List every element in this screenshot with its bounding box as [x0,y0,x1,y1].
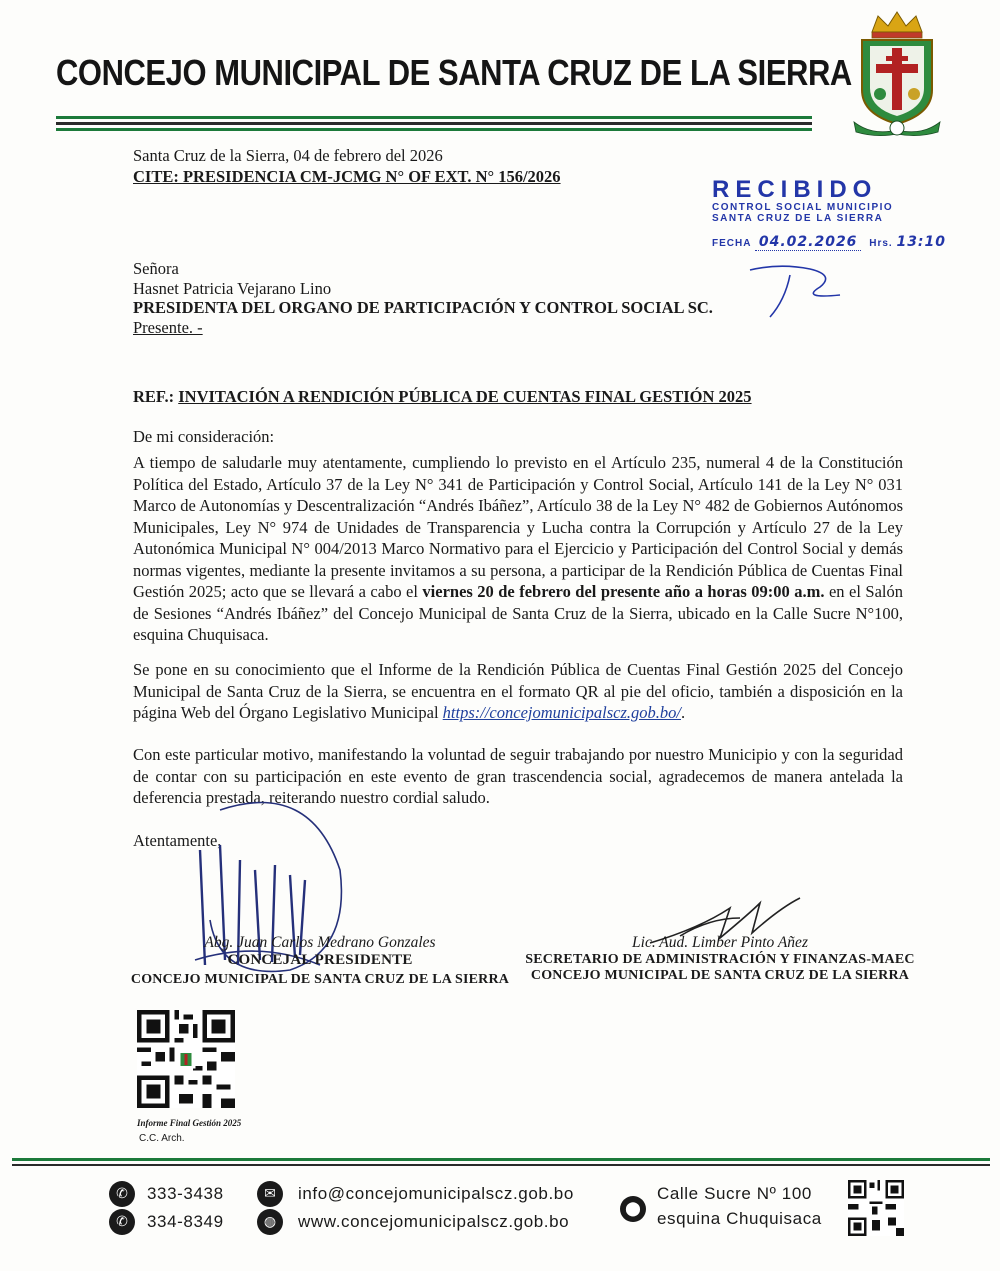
organization-title: CONCEJO MUNICIPAL DE SANTA CRUZ DE LA SIERRA [56,52,852,93]
place-date: Santa Cruz de la Sierra, 04 de febrero del 2026 [133,146,443,165]
footer-phone-2[interactable]: 334-8349 [147,1212,224,1231]
stamp-hora-label: Hrs. [869,238,893,249]
footer-rule-green [12,1158,990,1161]
footer-email[interactable]: info@concejomunicipalscz.gob.bo [298,1184,574,1203]
p1-event-datetime: viernes 20 de febrero del presente año a horas 09:00 a.m. [422,582,825,601]
paragraph-1 [133,452,903,646]
p1-text-b: en el Salón de Sesiones “Andrés Ibáñez” del Concejo Municipal de Santa Cruz de la Sierra, ubicado en la Calle Sucre N°100, esquina Chuquisaca. [133,582,903,644]
qr-caption: Informe Final Gestión 2025 [137,1118,242,1128]
footer-address-2: esquina Chuquisaca [657,1209,822,1228]
header-rule-green [56,116,812,119]
p2-text: Se pone en su conocimiento que el Informe de la Rendición Pública de Cuentas Final Gestión 2025 del Concejo Municipal de Santa Cruz de la Sierra, se encuentra en el formato QR al pie del oficio, también a disposición en la página Web del Órgano Legislativo Municipal [133,660,903,722]
header-rule-dark [56,122,812,125]
email-icon: ✉ [257,1181,283,1207]
recipient-title: PRESIDENTA DEL ORGANO DE PARTICIPACIÓN Y CONTROL SOCIAL SC. [133,298,713,317]
website-link[interactable]: https://concejomunicipalscz.gob.bo/ [442,703,681,722]
paragraph-2 [133,659,903,724]
recipient-salutation: Señora [133,259,179,278]
stamp-signature-scribble [740,255,860,325]
stamp-date-row [712,234,962,250]
footer-phone-1[interactable]: 333-3438 [147,1184,224,1203]
stamp-title: RECIBIDO [712,176,878,203]
received-stamp [712,178,962,250]
closing: Atentamente, [133,831,222,850]
footer-address-1: Calle Sucre Nº 100 [657,1184,812,1203]
phone-icon: ✆ [109,1181,135,1207]
stamp-fecha-label: FECHA [712,238,752,249]
location-icon: ⬤ [620,1196,646,1222]
recipient-presente: Presente. - [133,318,203,337]
signature-block-secretary [525,934,915,984]
p1-text-a: A tiempo de saludarle muy atentamente, cumpliendo lo previsto en el Artículo 235, numeral 4 de la Constitución Política del Estado, Artículo 37 de la Ley N° 341 de Participación y Control Social, Artículo 141 de la Ley N° 031 Marco de Autonomías y Descentralización “Andrés Ibáñez”, Artículo 38 de la Ley N° 482 de Gobiernos Autónomos Municipales, Ley N° 974 de Unidades de Transparencia y Lucha contra la Corrupción y Artículo 27 de la Ley Autonómica Municipal N° 004/2013 Marco Normativo para el Ejercicio y Participación del Control Social y demás normas vigentes, mediante la presente invitamos a su persona, a participar de la Rendición Pública de Cuentas Final Gestión 2025; acto que se llevará a cabo el [133,453,903,601]
president-role: CONCEJAL PRESIDENTE [227,952,413,968]
cc-archive: C.C. Arch. [139,1133,185,1144]
p2-end: . [680,703,686,722]
cite-reference: CITE: PRESIDENCIA CM-JCMG N° OF EXT. N° 156/2026 [133,167,561,186]
phone-icon: ✆ [109,1209,135,1235]
report-qr-code[interactable] [137,1010,235,1108]
greeting: De mi consideración: [133,427,275,446]
paragraph-3: Con este particular motivo, manifestando la voluntad de seguir trabajando por nuestro Municipio y con la seguridad de contar con su participación en este evento de gran trascendencia social, agradecemos de manera antelada la deferencia prestada, reiterando nuestro cordial saludo. [133,745,903,807]
header-rule-green-2 [56,128,812,131]
president-name: Abg. Juan Carlos Medrano Gonzales [204,934,436,951]
stamp-hora-value: 13:10 [896,234,947,250]
ref-label: REF.: [133,387,175,406]
secretary-role: SECRETARIO DE ADMINISTRACIÓN Y FINANZAS-MAEC [525,952,915,967]
ref-text: INVITACIÓN A RENDICIÓN PÚBLICA DE CUENTAS FINAL GESTIÓN 2025 [178,387,752,406]
municipal-crest-icon [852,10,942,138]
recipient-name: Hasnet Patricia Vejarano Lino [133,279,332,298]
reference-line [133,386,752,408]
stamp-line2: SANTA CRUZ DE LA SIERRA [712,213,884,224]
signature-block-president [130,934,510,988]
stamp-line1: CONTROL SOCIAL MUNICIPIO [712,202,894,213]
president-org: CONCEJO MUNICIPAL DE SANTA CRUZ DE LA SIERRA [130,972,510,987]
web-icon: ◍ [257,1209,283,1235]
secretary-org: CONCEJO MUNICIPAL DE SANTA CRUZ DE LA SIERRA [530,968,910,983]
footer-rule-dark [12,1164,990,1166]
footer-qr-code[interactable] [848,1180,904,1236]
stamp-fecha-value: 04.02.2026 [755,234,862,251]
footer-website[interactable]: www.concejomunicipalscz.gob.bo [298,1212,570,1231]
secretary-name: Lic. Aud. Limber Pinto Añez [632,934,808,951]
